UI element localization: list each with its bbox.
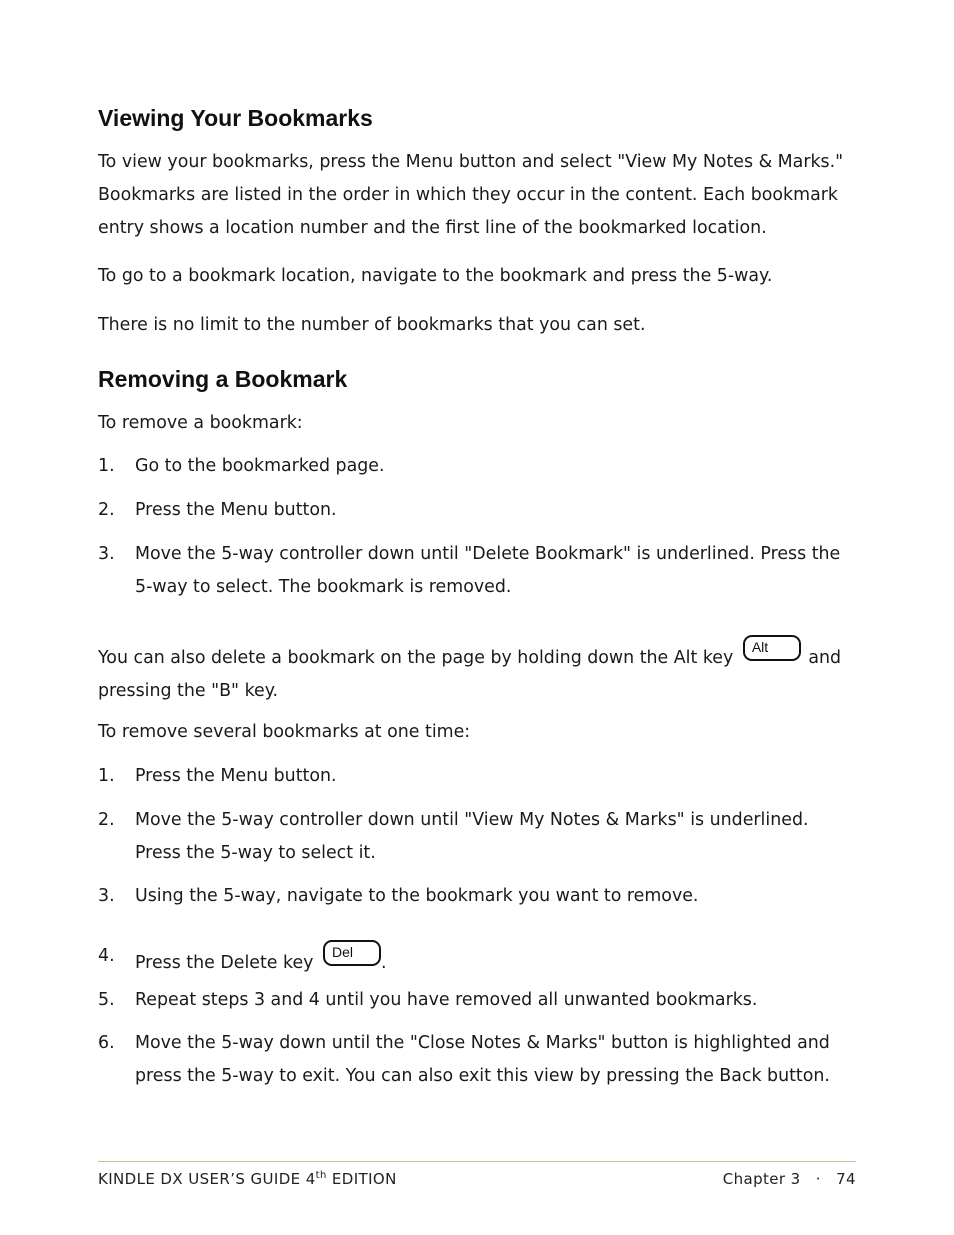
paragraph-go-to-bookmark: To go to a bookmark location, navigate to the bookmark and press the 5-way. [98,266,773,286]
step-number: 1. [98,766,115,786]
footer-page-info [723,1170,856,1188]
step-number: 2. [98,810,115,830]
footer-chapter: Chapter 3 [722,1170,801,1188]
alt-key-icon [743,635,801,661]
step-text: Move the 5-way controller down until "Delete Bookmark" is underlined. Press the 5-way to select. The bookmark is removed. [135,544,841,597]
section-heading-viewing-bookmarks: Viewing Your Bookmarks [98,105,373,131]
alt-key-label: Alt [751,639,769,655]
step-number: 3. [98,544,115,564]
alt-text-after: and pressing the "B" key. [98,648,842,701]
step-number: 6. [98,1033,115,1053]
step-number: 3. [98,886,115,906]
footer-title: KINDLE DX USER’S GUIDE 4 [98,1170,316,1188]
step-text: Press the Menu button. [135,766,337,786]
delete-text-after: . [381,953,387,973]
footer-edition: EDITION [326,1170,397,1188]
paragraph-remove-several-intro: To remove several bookmarks at one time: [98,722,471,742]
step-number: 2. [98,500,115,520]
step-number: 1. [98,456,115,476]
step-number: 4. [98,946,115,966]
del-key-label: Del [332,944,354,960]
step-text: Repeat steps 3 and 4 until you have removed all unwanted bookmarks. [135,990,758,1010]
paragraph-alt-key [98,635,856,708]
footer-title-sup: th [315,1170,327,1181]
alt-text-before: You can also delete a bookmark on the page by holding down the Alt key [98,648,734,668]
paragraph-no-limit: There is no limit to the number of bookmarks that you can set. [98,315,646,335]
step-text: Move the 5-way down until the "Close Notes & Marks" button is highlighted and press the 5-way to exit. You can also exit this view by pressing the Back button. [135,1033,830,1086]
step-text: Press the Menu button. [135,500,337,520]
del-key-icon [323,940,381,966]
paragraph-remove-intro: To remove a bookmark: [98,413,303,433]
paragraph-view-bookmarks: To view your bookmarks, press the Menu button and select "View My Notes & Marks." Bookmarks are listed in the order in which they occur in the content. Each bookmark entry shows a location number and the first line of the bookmarked location. [98,152,844,238]
step-text: Using the 5-way, navigate to the bookmark you want to remove. [135,886,699,906]
step-text: Go to the bookmarked page. [135,456,385,476]
step-text: Move the 5-way controller down until "View My Notes & Marks" is underlined. Press the 5-way to select it. [135,810,809,863]
footer-separator: · [815,1170,821,1188]
step-text [135,940,856,980]
footer-guide-title [98,1170,397,1188]
section-heading-removing-bookmark: Removing a Bookmark [98,366,348,392]
footer-divider [98,1161,856,1162]
footer-page-number: 74 [836,1170,856,1188]
step-number: 5. [98,990,115,1010]
delete-text: Press the Delete key [135,953,314,973]
